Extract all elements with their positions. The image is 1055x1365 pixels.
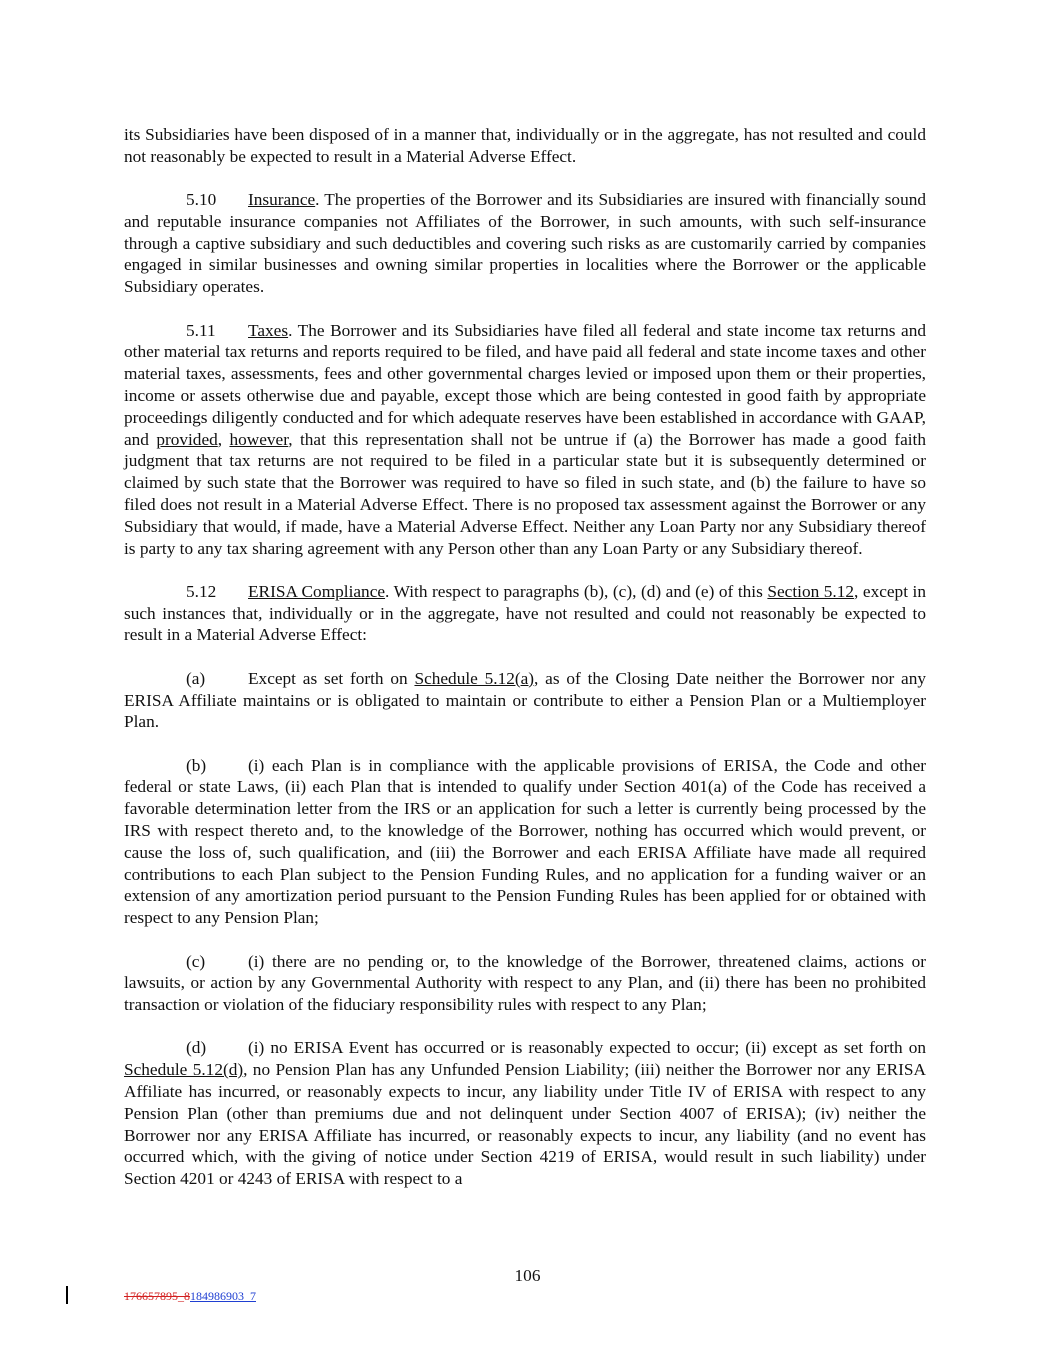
document-body [124, 124, 926, 1211]
separator: , [217, 429, 230, 449]
document-id [124, 1289, 256, 1304]
schedule-reference: Schedule 5.12(d) [124, 1060, 244, 1080]
clause-label: (a) [186, 668, 206, 688]
clause-text: (i) each Plan is in compliance with the applicable provisions of ERISA, the Code and other federal or state Laws, (ii) each Plan that is intended to qualify under Section 401(a) of the Code has received a favorable determination letter from the IRS or an application for such a letter is currently being processed by the IRS with respect thereto and, to the knowledge of the Borrower, nothing has occurred which would prevent, or cause the loss of, such qualification, and (iii) the Borrower and each ERISA Affiliate have made all required contributions to each Plan subject to the Pension Funding Rules, and no application for a funding waiver or an extension of any amortization period pursuant to the Pension Funding Rules has been applied for or obtained with respect to any Pension Plan; [124, 755, 926, 928]
clause-text: , as of the Closing Date neither the Borrower nor any ERISA Affiliate maintains or is obligated to maintain or contribute to either a Pension Plan or a Multiemployer Plan. [124, 668, 926, 732]
inserted-docid: 184986903_7 [190, 1289, 256, 1303]
section-5-11 [124, 320, 926, 560]
clause-c [124, 951, 926, 1016]
section-number: 5.12 [186, 581, 217, 601]
clause-label: (c) [186, 951, 206, 971]
clause-text: , no Pension Plan has any Unfunded Pension Liability; (iii) neither the Borrower nor any ERISA Affiliate has incurred, or reasonably expects to incur, any liability under Title IV of ERISA with respect to any Pension Plan (other than premiums due and not delinquent under Section 4007 of ERISA); (iv) neither the Borrower nor any ERISA Affiliate has incurred, or reasonably expects to incur, any liability (and no event has occurred which, with the giving of notice under Section 4219 of ERISA, would result in such liability) under Section 4201 or 4243 of ERISA with respect to a [124, 1060, 926, 1189]
section-5-10 [124, 189, 926, 298]
section-text: . With respect to paragraphs (b), (c), (d) and (e) of this [385, 581, 768, 601]
section-text: . The Borrower and its Subsidiaries have filed all federal and state income tax returns and other material tax returns and reports required to be filed, and have paid all federal and state income taxes and other material taxes, assessments, fees and other governmental charges levied or imposed upon them or their properties, income or assets otherwise due and payable, except those which are being contested in good faith by appropriate proceedings diligently conducted and for which adequate reserves have been established in accordance with GAAP, and [124, 320, 926, 449]
page-number: 106 [514, 1266, 541, 1285]
paragraph-continuation: its Subsidiaries have been disposed of in a manner that, individually or in the aggregate, has not resulted and could not reasonably be expected to result in a Material Adverse Effect. [124, 125, 926, 166]
section-heading: Insurance [248, 190, 316, 210]
clause-d [124, 1037, 926, 1190]
clause-label: (b) [186, 755, 207, 775]
clause-a [124, 668, 926, 733]
deleted-docid: 176657895_8 [124, 1289, 190, 1303]
clause-text: Except as set forth on [248, 668, 415, 688]
section-heading: Taxes [248, 320, 289, 340]
section-heading: ERISA Compliance [248, 581, 386, 601]
section-text: , except in such instances that, individually or in the aggregate, have not resulted and could not reasonably be expected to result in a Material Adverse Effect: [124, 581, 926, 645]
schedule-reference: Schedule 5.12(a) [414, 668, 535, 688]
section-5-12 [124, 581, 926, 646]
section-reference: Section 5.12 [767, 581, 855, 601]
change-bar [66, 1286, 68, 1304]
section-number: 5.10 [186, 190, 217, 210]
clause-label: (d) [186, 1038, 207, 1058]
section-text: . The properties of the Borrower and its Subsidiaries are insured with financially sound and reputable insurance companies not Affiliates of the Borrower, in such amounts, with such self-insurance through a captive subsidiary and such deductibles and covering such risks as are customarily carried by companies engaged in similar businesses and owning similar properties in localities where the Borrower or the applicable Subsidiary operates. [124, 190, 926, 297]
section-number: 5.11 [186, 320, 216, 340]
clause-text: (i) there are no pending or, to the knowledge of the Borrower, threatened claims, actions or lawsuits, or action by any Governmental Authority with respect to any Plan, and (ii) there has been no prohibited transaction or violation of the fiduciary responsibility rules with respect to any Plan; [124, 951, 926, 1015]
section-text: , that this representation shall not be untrue if (a) the Borrower has made a good faith judgment that tax returns are not required to be filed in a particular state but it is subsequently determined or claimed by such state that the Borrower was required to have so filed in such state, and (b) the failure to have so filed does not result in a Material Adverse Effect. There is no proposed tax assessment against the Borrower or any Subsidiary that would, if made, have a Material Adverse Effect. Neither any Loan Party nor any Subsidiary thereof is party to any tax sharing agreement with any Person other than any Loan Party or any Subsidiary thereof. [124, 429, 926, 558]
provided-term: provided [156, 429, 218, 449]
however-term: however [229, 429, 289, 449]
clause-b [124, 755, 926, 929]
clause-text: (i) no ERISA Event has occurred or is reasonably expected to occur; (ii) except as set forth on [248, 1038, 926, 1058]
